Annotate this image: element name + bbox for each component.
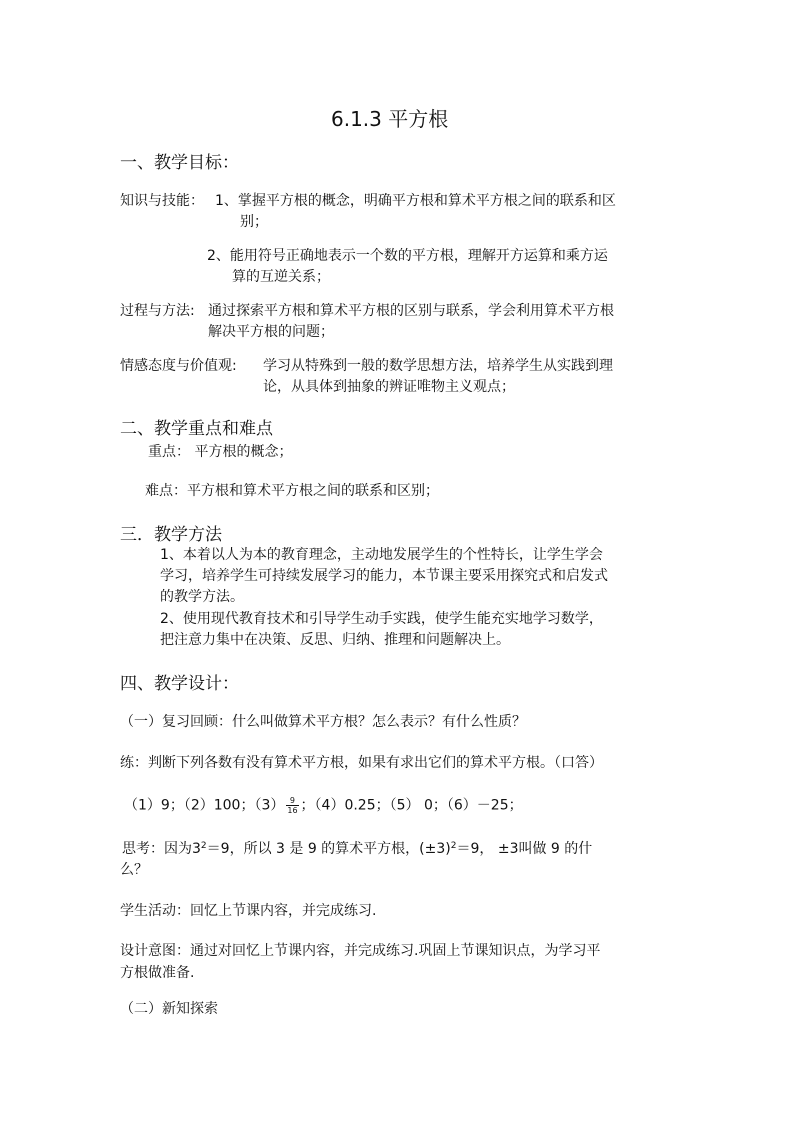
think-part-1: 思考：因为3 xyxy=(122,841,201,857)
method-2-line-2: 把注意力集中在决策、反思、归纳、推理和问题解决上。 xyxy=(160,632,510,648)
process-method-line-1: 通过探索平方根和算术平方根的区别与联系，学会利用算术平方根 xyxy=(208,303,614,319)
design-intent-line-1: 设计意图：通过对回忆上节课内容，并完成练习.巩固上节课知识点，为学习平 xyxy=(120,943,601,959)
knowledge-point-1-line-1: 1、掌握平方根的概念，明确平方根和算术平方根之间的联系和区 xyxy=(215,193,616,209)
fraction-denominator: 16 xyxy=(287,806,298,815)
knowledge-point-2-line-2: 算的互逆关系； xyxy=(232,269,330,285)
emotion-values-line-1: 学习从特殊到一般的数学思想方法，培养学生从实践到理 xyxy=(263,358,613,374)
review-question: （一）复习回顾：什么叫做算术平方根？怎么表示？有什么性质？ xyxy=(120,714,526,730)
fraction-nine-sixteenths xyxy=(286,796,298,815)
think-question-line-2: 么？ xyxy=(120,862,148,878)
emotion-values-line-2: 论，从具体到抽象的辨证唯物主义观点； xyxy=(263,379,515,395)
method-1-line-2: 学习，培养学生可持续发展学习的能力，本节课主要采用探究式和启发式 xyxy=(160,568,608,584)
knowledge-skills-label: 知识与技能： xyxy=(120,193,204,209)
key-point: 重点： 平方根的概念； xyxy=(148,444,293,460)
think-exponent-1: 2 xyxy=(200,841,207,851)
knowledge-point-1-line-2: 别； xyxy=(240,214,268,230)
method-1-line-3: 的教学方法。 xyxy=(160,589,244,605)
think-exponent-2: 2 xyxy=(450,841,457,851)
method-2-line-1: 2、使用现代教育技术和引导学生动手实践，使学生能充实地学习数学， xyxy=(160,611,603,627)
page-title: 6.1.3 平方根 xyxy=(331,107,449,131)
think-part-3: ＝9， ±3叫做 9 的什 xyxy=(456,841,593,857)
section-heading-key-points: 二、教学重点和难点 xyxy=(120,419,273,439)
new-knowledge-heading: （二）新知探索 xyxy=(120,1001,218,1017)
section-heading-design: 四、教学设计： xyxy=(120,674,239,694)
think-question-line-1 xyxy=(122,840,592,858)
student-activity: 学生活动：回忆上节课内容，并完成练习. xyxy=(120,903,377,919)
emotion-values-label: 情感态度与价值观: xyxy=(120,358,237,374)
fraction-numerator: 9 xyxy=(286,796,298,806)
design-intent-line-2: 方根做准备. xyxy=(120,965,195,981)
section-heading-objectives: 一、教学目标： xyxy=(120,153,239,173)
practice-items-part-2: ；（4）0.25；（5） 0；（6）－25； xyxy=(300,797,523,814)
process-method-label: 过程与方法: xyxy=(120,303,195,319)
method-1-line-1: 1、本着以人为本的教育理念，主动地发展学生的个性特长，让学生学会 xyxy=(160,547,603,563)
knowledge-point-2-line-1: 2、能用符号正确地表示一个数的平方根，理解开方运算和乘方运 xyxy=(207,248,608,264)
section-heading-methods: 三．教学方法 xyxy=(120,525,222,545)
practice-instruction: 练：判断下列各数有没有算术平方根，如果有求出它们的算术平方根。（口答） xyxy=(120,755,603,771)
think-part-2: ＝9，所以 3 是 9 的算术平方根，(±3) xyxy=(206,841,451,857)
process-method-line-2: 解决平方根的问题； xyxy=(208,324,334,340)
practice-items-part-1: （1）9；（2）100；（3） xyxy=(124,797,285,814)
practice-items xyxy=(124,796,523,815)
difficulty-point: 难点：平方根和算术平方根之间的联系和区别； xyxy=(145,483,439,499)
